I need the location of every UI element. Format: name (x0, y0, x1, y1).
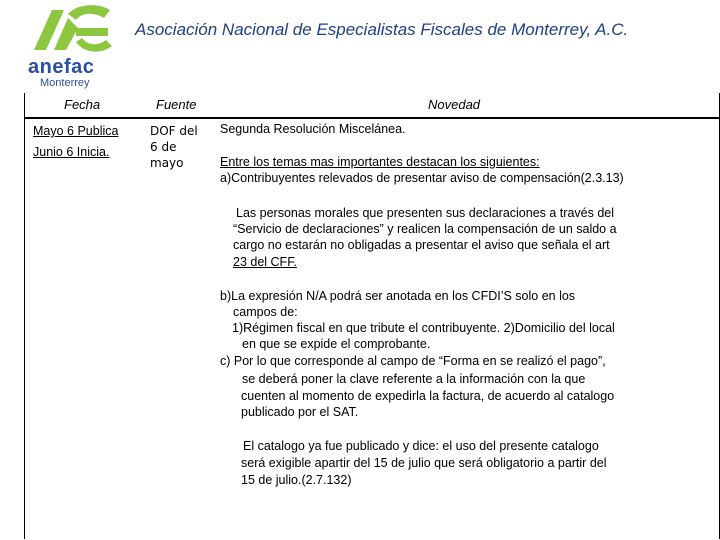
anefac-emblem-icon (24, 0, 120, 58)
novedad-p1-line-2: “Servicio de declaraciones” y realicen la compensación de un saldo a (233, 222, 617, 236)
novedad-p2-line-3: 15 de julio.(2.7.132) (241, 473, 352, 487)
column-header-fecha: Fecha (64, 97, 101, 112)
fecha-line-2: Junio 6 Inicia. (33, 145, 110, 159)
logo-wordmark: anefac (28, 56, 95, 78)
column-header-fuente: Fuente (156, 97, 197, 112)
novedad-b-line-5: c) Por lo que corresponde al campo de “Forma en se realizó el pago”, (220, 354, 606, 368)
novedad-b-line-4: en que se expide el comprobante. (242, 337, 431, 351)
novedad-b-line-1: b)La expresión N/A podrá ser anotada en los CFDI’S solo en los (220, 289, 576, 303)
novedad-title: Segunda Resolución Miscelánea. (220, 122, 406, 136)
fuente-line-2: 6 de (150, 140, 177, 154)
anefac-logo (18, 0, 130, 92)
novedad-p1-line-4: 23 del CFF. (233, 255, 297, 269)
novedad-intro: Entre los temas mas importantes destacan los siguientes: (220, 155, 540, 169)
column-header-novedad: Novedad (428, 97, 481, 112)
novedad-b-line-3: 1)Régimen fiscal en que tribute el contribuyente. 2)Domicilio del local (232, 321, 615, 335)
fecha-line-1: Mayo 6 Publica (33, 124, 119, 138)
novedad-p1-line-1: Las personas morales que presenten sus declaraciones a través del (236, 206, 614, 220)
page-title: Asociación Nacional de Especialistas Fiscales de Monterrey, A.C. (135, 20, 629, 39)
novedad-b-line-7: cuenten al momento de expedirla la factura, de acuerdo al catalogo (241, 389, 615, 403)
novedad-item-a: a)Contribuyentes relevados de presentar aviso de compensación(2.3.13) (220, 171, 624, 185)
fuente-line-1: DOF del (150, 124, 198, 138)
fuente-line-3: mayo (150, 156, 184, 170)
novedad-b-line-6: se deberá poner la clave referente a la información con la que (242, 372, 586, 386)
novedad-p2-line-1: El catalogo ya fue publicado y dice: el uso del presente catalogo (243, 439, 599, 453)
novedad-p1-line-3: cargo no estarán no obligadas a presentar el aviso que señala el art (233, 238, 610, 252)
novedad-p2-line-2: será exigible apartir del 15 de julio que será obligatorio a partir del (241, 456, 607, 470)
logo-city: Monterrey (40, 77, 90, 89)
novedad-b-line-8: publicado por el SAT. (241, 405, 359, 419)
header-divider (24, 117, 720, 119)
novedad-b-line-2: campos de: (233, 305, 298, 319)
